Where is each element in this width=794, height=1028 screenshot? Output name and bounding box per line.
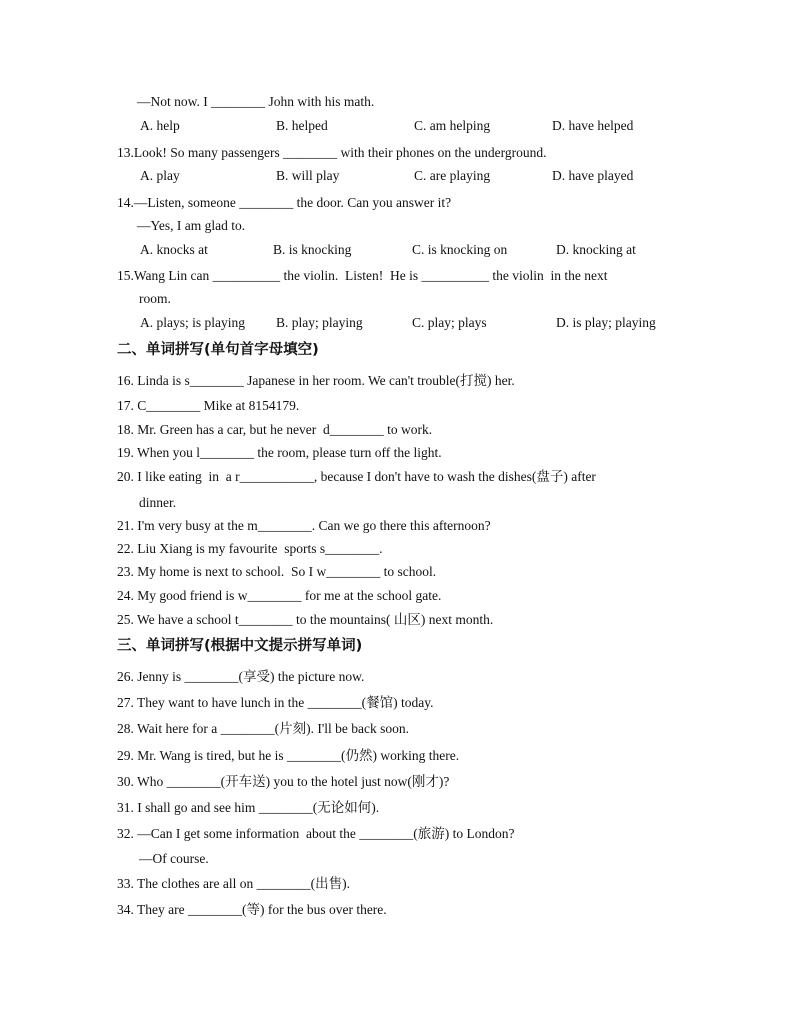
q30-line: 30. Who ________(开车送) you to the hotel just now(刚才)? (117, 774, 450, 789)
section-2-heading: 二、单词拼写(单句首字母填空) (117, 342, 319, 358)
q13-option-b: B. will play (276, 168, 340, 183)
q15-option-b: B. play; playing (276, 315, 363, 330)
q27-line: 27. They want to have lunch in the ________(餐馆) today. (117, 695, 434, 710)
q20-line-2: dinner. (139, 495, 177, 510)
q33-line: 33. The clothes are all on ________(出售). (117, 876, 350, 891)
q26-line: 26. Jenny is ________(享受) the picture now. (117, 669, 365, 684)
q15-line-1: 15.Wang Lin can __________ the violin. Listen! He is __________ the violin in the next (117, 268, 608, 283)
q25-line: 25. We have a school t________ to the mountains( 山区) next month. (117, 612, 494, 627)
q12-option-b: B. helped (276, 118, 328, 133)
q21-line: 21. I'm very busy at the m________. Can we go there this afternoon? (117, 518, 491, 533)
q13-option-c: C. are playing (414, 168, 491, 183)
q32-line-2: —Of course. (139, 851, 209, 866)
q12-option-a: A. help (140, 118, 180, 133)
q13-option-d: D. have played (552, 168, 634, 183)
q14-option-c: C. is knocking on (412, 242, 508, 257)
q14-option-b: B. is knocking (273, 242, 352, 257)
q14-option-d: D. knocking at (556, 242, 636, 257)
q24-line: 24. My good friend is w________ for me at the school gate. (117, 588, 442, 603)
q32-line: 32. —Can I get some information about the ________(旅游) to London? (117, 826, 515, 841)
q15-line-2: room. (139, 291, 171, 306)
q14-line-2: —Yes, I am glad to. (137, 218, 246, 233)
q14-option-a: A. knocks at (140, 242, 208, 257)
q28-line: 28. Wait here for a ________(片刻). I'll be back soon. (117, 721, 410, 736)
q14-line-1: 14.—Listen, someone ________ the door. Can you answer it? (117, 195, 452, 210)
q16-line: 16. Linda is s________ Japanese in her room. We can't trouble(打搅) her. (117, 373, 515, 388)
q19-line: 19. When you l________ the room, please turn off the light. (117, 445, 442, 460)
q13-line: 13.Look! So many passengers ________ with their phones on the underground. (117, 145, 547, 160)
q31-line: 31. I shall go and see him ________(无论如何). (117, 800, 380, 815)
q18-line: 18. Mr. Green has a car, but he never d________ to work. (117, 422, 433, 437)
q29-line: 29. Mr. Wang is tired, but he is ________(仍然) working there. (117, 748, 460, 763)
q34-line: 34. They are ________(等) for the bus over there. (117, 902, 387, 917)
q12-option-d: D. have helped (552, 118, 634, 133)
q13-option-a: A. play (140, 168, 180, 183)
q12-option-c: C. am helping (414, 118, 491, 133)
q17-line: 17. C________ Mike at 8154179. (117, 398, 300, 413)
q23-line: 23. My home is next to school. So I w________ to school. (117, 564, 437, 579)
q15-option-d: D. is play; playing (556, 315, 656, 330)
q20-line: 20. I like eating in a r___________, because I don't have to wash the dishes(盘子) after (117, 469, 596, 484)
q22-line: 22. Liu Xiang is my favourite sports s________. (117, 541, 383, 556)
q12-line: —Not now. I ________ John with his math. (137, 94, 375, 109)
section-3-heading: 三、单词拼写(根据中文提示拼写单词) (117, 638, 363, 654)
q15-option-c: C. play; plays (412, 315, 487, 330)
q15-option-a: A. plays; is playing (140, 315, 245, 330)
